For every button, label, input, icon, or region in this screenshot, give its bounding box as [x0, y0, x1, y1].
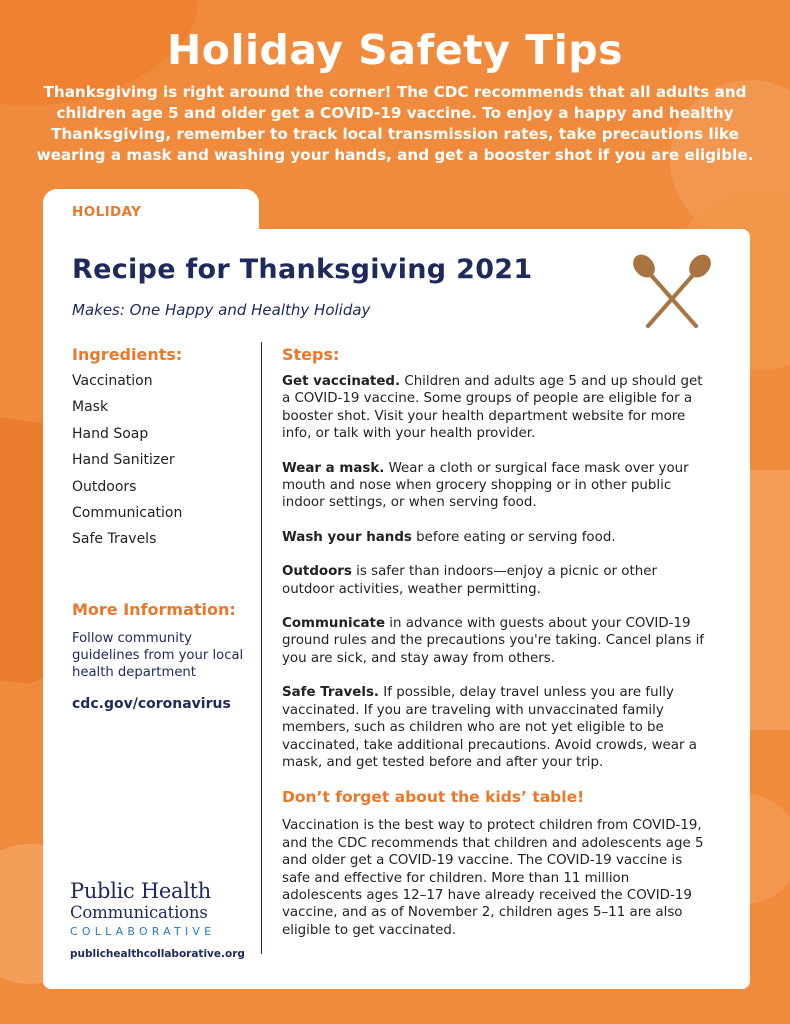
page-title: Holiday Safety Tips	[166, 26, 624, 74]
step-text: before eating or serving food.	[411, 529, 616, 545]
ingredient-item: Hand Soap	[72, 425, 149, 442]
step-item	[282, 529, 708, 546]
ingredient-item: Hand Sanitizer	[72, 452, 175, 469]
column-divider	[261, 342, 262, 954]
step-text: If possible, delay travel unless you are fully vaccinated. If you are traveling with unvaccinated family members, such as children who are not yet eligible to be vaccinated, take additional precautions. Avoid crowds, wear a mask, and get tested before and after your trip.	[282, 685, 697, 770]
ingredient-item: Communication	[72, 504, 183, 521]
crossed-wooden-spoons-icon	[626, 252, 718, 332]
step-title: Get vaccinated.	[282, 374, 401, 389]
step-title: Safe Travels.	[282, 685, 380, 701]
holiday-tab-label: HOLIDAY	[72, 204, 142, 220]
step-text: is safer than indoors—enjoy a picnic or other outdoor activities, weather permitting.	[282, 564, 657, 597]
recipe-title: Recipe for Thanksgiving 2021	[72, 254, 533, 285]
step-item	[282, 460, 708, 512]
step-text: in advance with guests about your COVID-19 ground rules and the precautions you're taking. Cancel plans if you are sick, and stay away from others.	[282, 616, 705, 666]
steps-list	[282, 373, 708, 939]
more-info-heading: More Information:	[72, 600, 236, 619]
ingredient-item: Outdoors	[72, 478, 137, 495]
kids-table-text: Vaccination is the best way to protect children from COVID-19, and the CDC recommends that children and adolescents age 5 and older get a COVID-19 vaccine. The COVID-19 vaccine is safe and effective for children. More than 11 million adolescents ages 12–17 have already received the COVID-19 vaccine, and as of November 2, children ages 5–11 are also eligible to get vaccinated.	[282, 818, 704, 938]
ingredients-list	[72, 372, 182, 557]
ingredient-item: Mask	[72, 399, 109, 416]
recipe-makes: Makes: One Happy and Healthy Holiday	[72, 301, 371, 319]
step-item	[282, 373, 708, 443]
ingredient-item: Safe Travels	[72, 531, 157, 548]
step-title: Outdoors	[282, 564, 352, 580]
step-item	[282, 615, 708, 667]
logo-line-public-health: Public Health	[70, 879, 212, 903]
phcc-website-link[interactable]: publichealthcollaborative.org	[70, 948, 245, 960]
kids-table-heading: Don’t forget about the kids’ table!	[282, 788, 585, 807]
step-text: Children and adults age 5 and up should get a COVID-19 vaccine. Some groups of people are eligible for a booster shot. Visit your health department website for more info, or talk with your health provider.	[282, 374, 703, 442]
step-title: Wash your hands	[282, 529, 412, 545]
step-title: Communicate	[282, 616, 386, 632]
steps-heading: Steps:	[282, 345, 340, 364]
logo-line-communications: Communications	[70, 903, 208, 922]
logo-line-collaborative: COLLABORATIVE	[70, 925, 216, 938]
step-item	[282, 563, 708, 598]
phcc-logo	[70, 880, 245, 938]
step-title: Wear a mask.	[282, 460, 385, 476]
ingredients-heading: Ingredients:	[72, 345, 183, 364]
cdc-coronavirus-link[interactable]: cdc.gov/coronavirus	[72, 696, 231, 712]
intro-paragraph: Thanksgiving is right around the corner! The CDC recommends that all adults and children age 5 and older get a COVID-19 vaccine. To enjoy a happy and healthy Thanksgiving, remember to track local transmission rates, take precautions like wearing a mask and washing your hands, and get a booster shot if you are eligible.	[36, 83, 754, 164]
more-info-text: Follow community guidelines from your local health department	[72, 631, 244, 680]
step-text: Wear a cloth or surgical face mask over your mouth and nose when grocery shopping or in other public indoor settings, or when serving food.	[282, 460, 689, 511]
step-item	[282, 684, 708, 771]
ingredient-item: Vaccination	[72, 373, 153, 389]
